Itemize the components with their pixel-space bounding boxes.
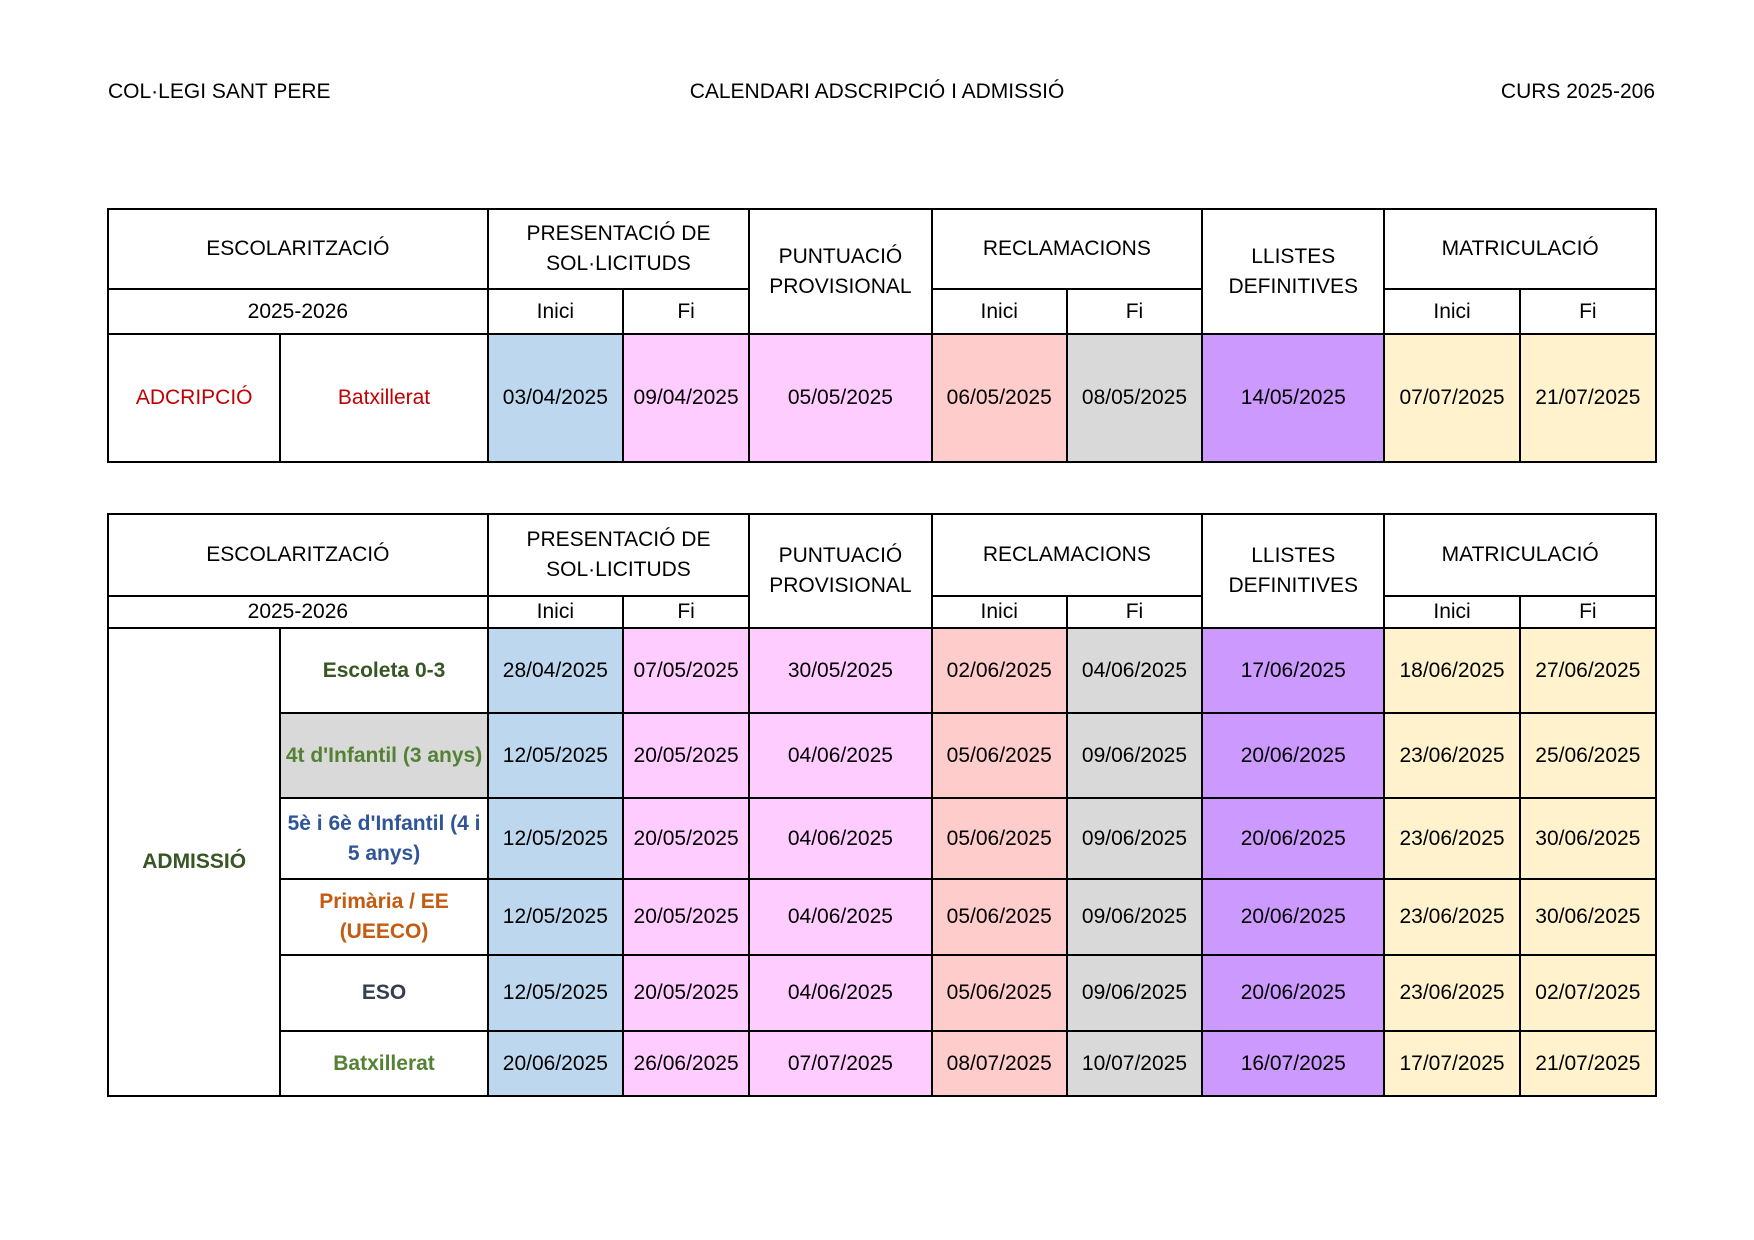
matriculacio-inici-date: 23/06/2025 [1384, 798, 1519, 879]
llistes-date: 20/06/2025 [1202, 879, 1384, 955]
reclamacions-fi-header: Fi [1067, 596, 1202, 628]
presentacio-fi-header: Fi [623, 289, 749, 334]
course-label: CURS 2025-206 [1500, 80, 1655, 103]
presentacio-inici-date: 12/05/2025 [488, 879, 623, 955]
level-label: ESO [280, 955, 487, 1031]
llistes-date: 20/06/2025 [1202, 798, 1384, 879]
level-label: Primària / EE (UEECO) [280, 879, 487, 955]
level-label: 4t d'Infantil (3 anys) [280, 713, 487, 798]
llistes-header: LLISTES DEFINITIVES [1202, 514, 1384, 628]
table-row [108, 628, 1656, 713]
reclamacions-inici-header: Inici [932, 596, 1067, 628]
table-row [108, 713, 1656, 798]
document-title: CALENDARI ADSCRIPCIÓ I ADMISSIÓ [689, 80, 1065, 103]
table-row [108, 879, 1656, 955]
adscripcio-table [107, 208, 1657, 463]
reclamacions-inici-date: 05/06/2025 [932, 879, 1067, 955]
reclamacions-inici-date: 06/05/2025 [932, 334, 1067, 462]
presentacio-inici-date: 12/05/2025 [488, 955, 623, 1031]
presentacio-inici-date: 12/05/2025 [488, 713, 623, 798]
presentacio-inici-header: Inici [488, 289, 623, 334]
reclamacions-fi-date: 09/06/2025 [1067, 955, 1202, 1031]
presentacio-fi-date: 20/05/2025 [623, 713, 749, 798]
llistes-date: 20/06/2025 [1202, 713, 1384, 798]
puntuacio-date: 04/06/2025 [749, 955, 931, 1031]
matriculacio-fi-header: Fi [1520, 289, 1656, 334]
escolaritzacio-header: ESCOLARITZACIÓ [108, 514, 488, 596]
presentacio-header: PRESENTACIÓ DE SOL·LICITUDS [488, 514, 750, 596]
matriculacio-inici-header: Inici [1384, 289, 1519, 334]
year-header: 2025-2026 [108, 289, 488, 334]
school-name: COL·LEGI SANT PERE [108, 80, 331, 103]
matriculacio-inici-date: 23/06/2025 [1384, 713, 1519, 798]
adscripcio-label: ADCRIPCIÓ [108, 334, 280, 462]
presentacio-fi-date: 26/06/2025 [623, 1031, 749, 1096]
presentacio-fi-header: Fi [623, 596, 749, 628]
presentacio-fi-date: 20/05/2025 [623, 955, 749, 1031]
llistes-date: 20/06/2025 [1202, 955, 1384, 1031]
puntuacio-date: 30/05/2025 [749, 628, 931, 713]
llistes-date: 14/05/2025 [1202, 334, 1384, 462]
presentacio-inici-date: 03/04/2025 [488, 334, 623, 462]
reclamacions-fi-date: 09/06/2025 [1067, 713, 1202, 798]
matriculacio-header: MATRICULACIÓ [1384, 514, 1656, 596]
reclamacions-inici-date: 02/06/2025 [932, 628, 1067, 713]
matriculacio-inici-date: 17/07/2025 [1384, 1031, 1519, 1096]
presentacio-inici-date: 12/05/2025 [488, 798, 623, 879]
matriculacio-fi-date: 30/06/2025 [1520, 798, 1656, 879]
reclamacions-fi-date: 04/06/2025 [1067, 628, 1202, 713]
puntuacio-header: PUNTUACIÓ PROVISIONAL [749, 209, 931, 334]
matriculacio-inici-date: 23/06/2025 [1384, 955, 1519, 1031]
level-label: 5è i 6è d'Infantil (4 i 5 anys) [280, 798, 487, 879]
reclamacions-header: RECLAMACIONS [932, 209, 1203, 289]
puntuacio-date: 04/06/2025 [749, 879, 931, 955]
matriculacio-fi-date: 30/06/2025 [1520, 879, 1656, 955]
reclamacions-inici-header: Inici [932, 289, 1067, 334]
presentacio-header: PRESENTACIÓ DE SOL·LICITUDS [488, 209, 750, 289]
reclamacions-fi-date: 09/06/2025 [1067, 879, 1202, 955]
reclamacions-fi-header: Fi [1067, 289, 1202, 334]
puntuacio-date: 04/06/2025 [749, 713, 931, 798]
reclamacions-fi-date: 09/06/2025 [1067, 798, 1202, 879]
escolaritzacio-header: ESCOLARITZACIÓ [108, 209, 488, 289]
reclamacions-inici-date: 05/06/2025 [932, 798, 1067, 879]
matriculacio-fi-date: 21/07/2025 [1520, 1031, 1656, 1096]
matriculacio-header: MATRICULACIÓ [1384, 209, 1656, 289]
table-row [108, 334, 1656, 462]
year-header: 2025-2026 [108, 596, 488, 628]
reclamacions-header: RECLAMACIONS [932, 514, 1203, 596]
matriculacio-inici-header: Inici [1384, 596, 1519, 628]
table-row [108, 1031, 1656, 1096]
matriculacio-fi-header: Fi [1520, 596, 1656, 628]
matriculacio-fi-date: 21/07/2025 [1520, 334, 1656, 462]
matriculacio-fi-date: 27/06/2025 [1520, 628, 1656, 713]
reclamacions-inici-date: 08/07/2025 [932, 1031, 1067, 1096]
llistes-header: LLISTES DEFINITIVES [1202, 209, 1384, 334]
presentacio-inici-header: Inici [488, 596, 623, 628]
matriculacio-inici-date: 23/06/2025 [1384, 879, 1519, 955]
matriculacio-fi-date: 25/06/2025 [1520, 713, 1656, 798]
admissio-label: ADMISSIÓ [108, 628, 280, 1096]
presentacio-inici-date: 28/04/2025 [488, 628, 623, 713]
puntuacio-date: 05/05/2025 [749, 334, 931, 462]
level-label: Escoleta 0-3 [280, 628, 487, 713]
puntuacio-date: 04/06/2025 [749, 798, 931, 879]
puntuacio-header: PUNTUACIÓ PROVISIONAL [749, 514, 931, 628]
presentacio-fi-date: 09/04/2025 [623, 334, 749, 462]
matriculacio-fi-date: 02/07/2025 [1520, 955, 1656, 1031]
presentacio-fi-date: 20/05/2025 [623, 879, 749, 955]
llistes-date: 17/06/2025 [1202, 628, 1384, 713]
reclamacions-inici-date: 05/06/2025 [932, 713, 1067, 798]
presentacio-fi-date: 07/05/2025 [623, 628, 749, 713]
level-label: Batxillerat [280, 334, 487, 462]
table-row [108, 798, 1656, 879]
admissio-table [107, 513, 1657, 1097]
matriculacio-inici-date: 18/06/2025 [1384, 628, 1519, 713]
level-label: Batxillerat [280, 1031, 487, 1096]
reclamacions-fi-date: 10/07/2025 [1067, 1031, 1202, 1096]
presentacio-inici-date: 20/06/2025 [488, 1031, 623, 1096]
table-row [108, 955, 1656, 1031]
puntuacio-date: 07/07/2025 [749, 1031, 931, 1096]
reclamacions-fi-date: 08/05/2025 [1067, 334, 1202, 462]
matriculacio-inici-date: 07/07/2025 [1384, 334, 1519, 462]
presentacio-fi-date: 20/05/2025 [623, 798, 749, 879]
llistes-date: 16/07/2025 [1202, 1031, 1384, 1096]
reclamacions-inici-date: 05/06/2025 [932, 955, 1067, 1031]
